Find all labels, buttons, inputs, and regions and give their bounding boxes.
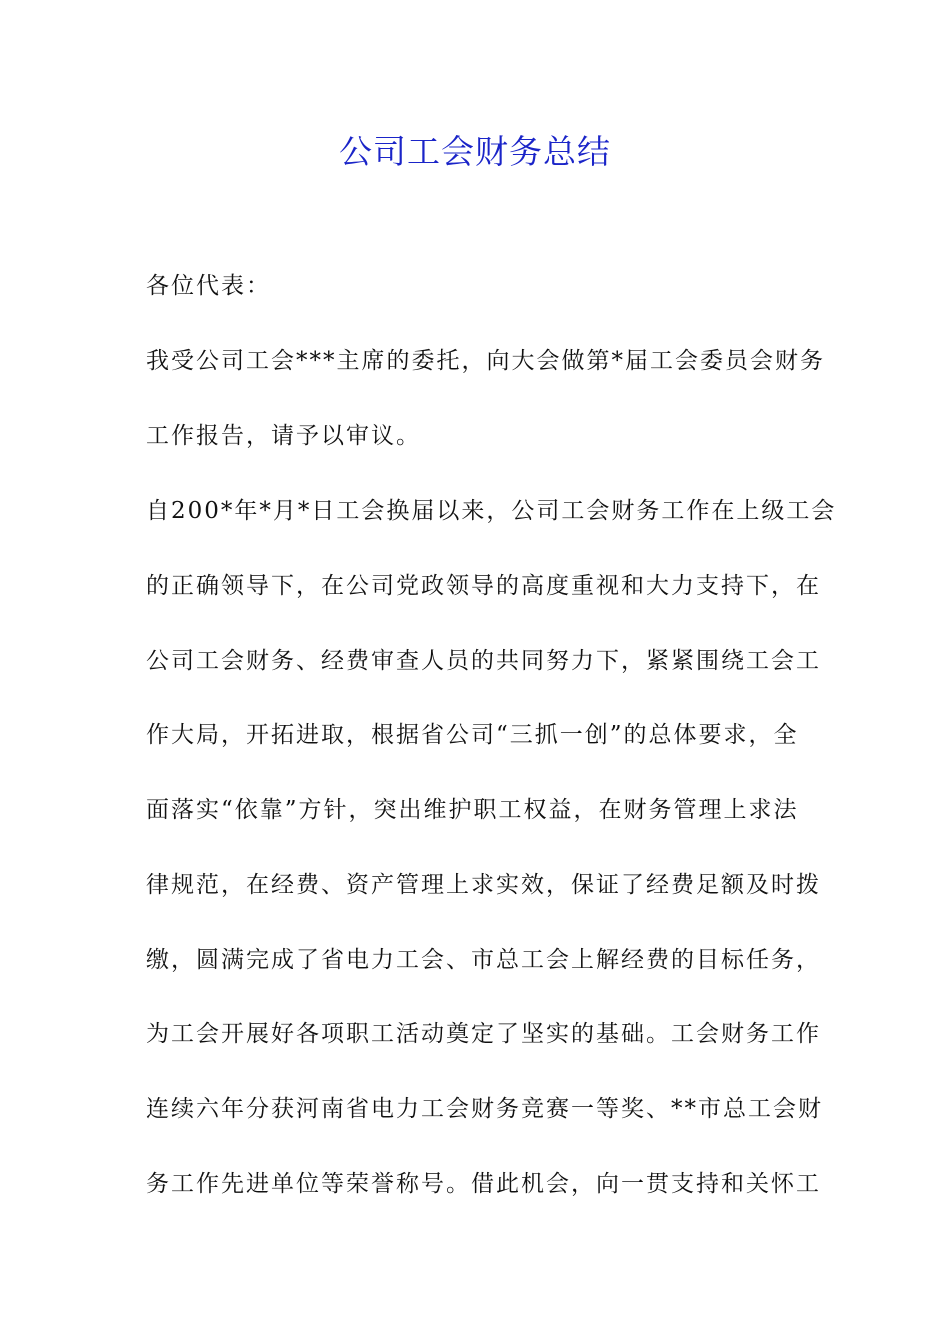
body-line: 我受公司工会***主席的委托，向大会做第*届工会委员会财务 xyxy=(146,348,825,374)
body-line: 公司工会财务、经费审查人员的共同努力下，紧紧围绕工会工 xyxy=(146,648,821,674)
document-title: 公司工会财务总结 xyxy=(339,132,611,171)
body-line: 面落实“依靠”方针，突出维护职工权益，在财务管理上求法 xyxy=(146,797,799,823)
body-line: 缴，圆满完成了省电力工会、市总工会上解经费的目标任务， xyxy=(146,947,821,973)
salutation-line: 各位代表： xyxy=(146,273,271,299)
body-line: 律规范，在经费、资产管理上求实效，保证了经费足额及时拨 xyxy=(146,872,821,898)
body-line: 为工会开展好各项职工活动奠定了坚实的基础。工会财务工作 xyxy=(146,1021,821,1047)
body-line: 作大局，开拓进取，根据省公司“三抓一创”的总体要求，全 xyxy=(146,722,799,748)
body-line: 自200*年*月*日工会换届以来，公司工会财务工作在上级工会 xyxy=(146,498,837,524)
body-line: 务工作先进单位等荣誉称号。借此机会，向一贯支持和关怀工 xyxy=(146,1171,821,1197)
body-line: 的正确领导下，在公司党政领导的高度重视和大力支持下，在 xyxy=(146,573,821,599)
body-line: 工作报告，请予以审议。 xyxy=(146,423,421,449)
body-line: 连续六年分获河南省电力工会财务竞赛一等奖、**市总工会财 xyxy=(146,1096,823,1122)
